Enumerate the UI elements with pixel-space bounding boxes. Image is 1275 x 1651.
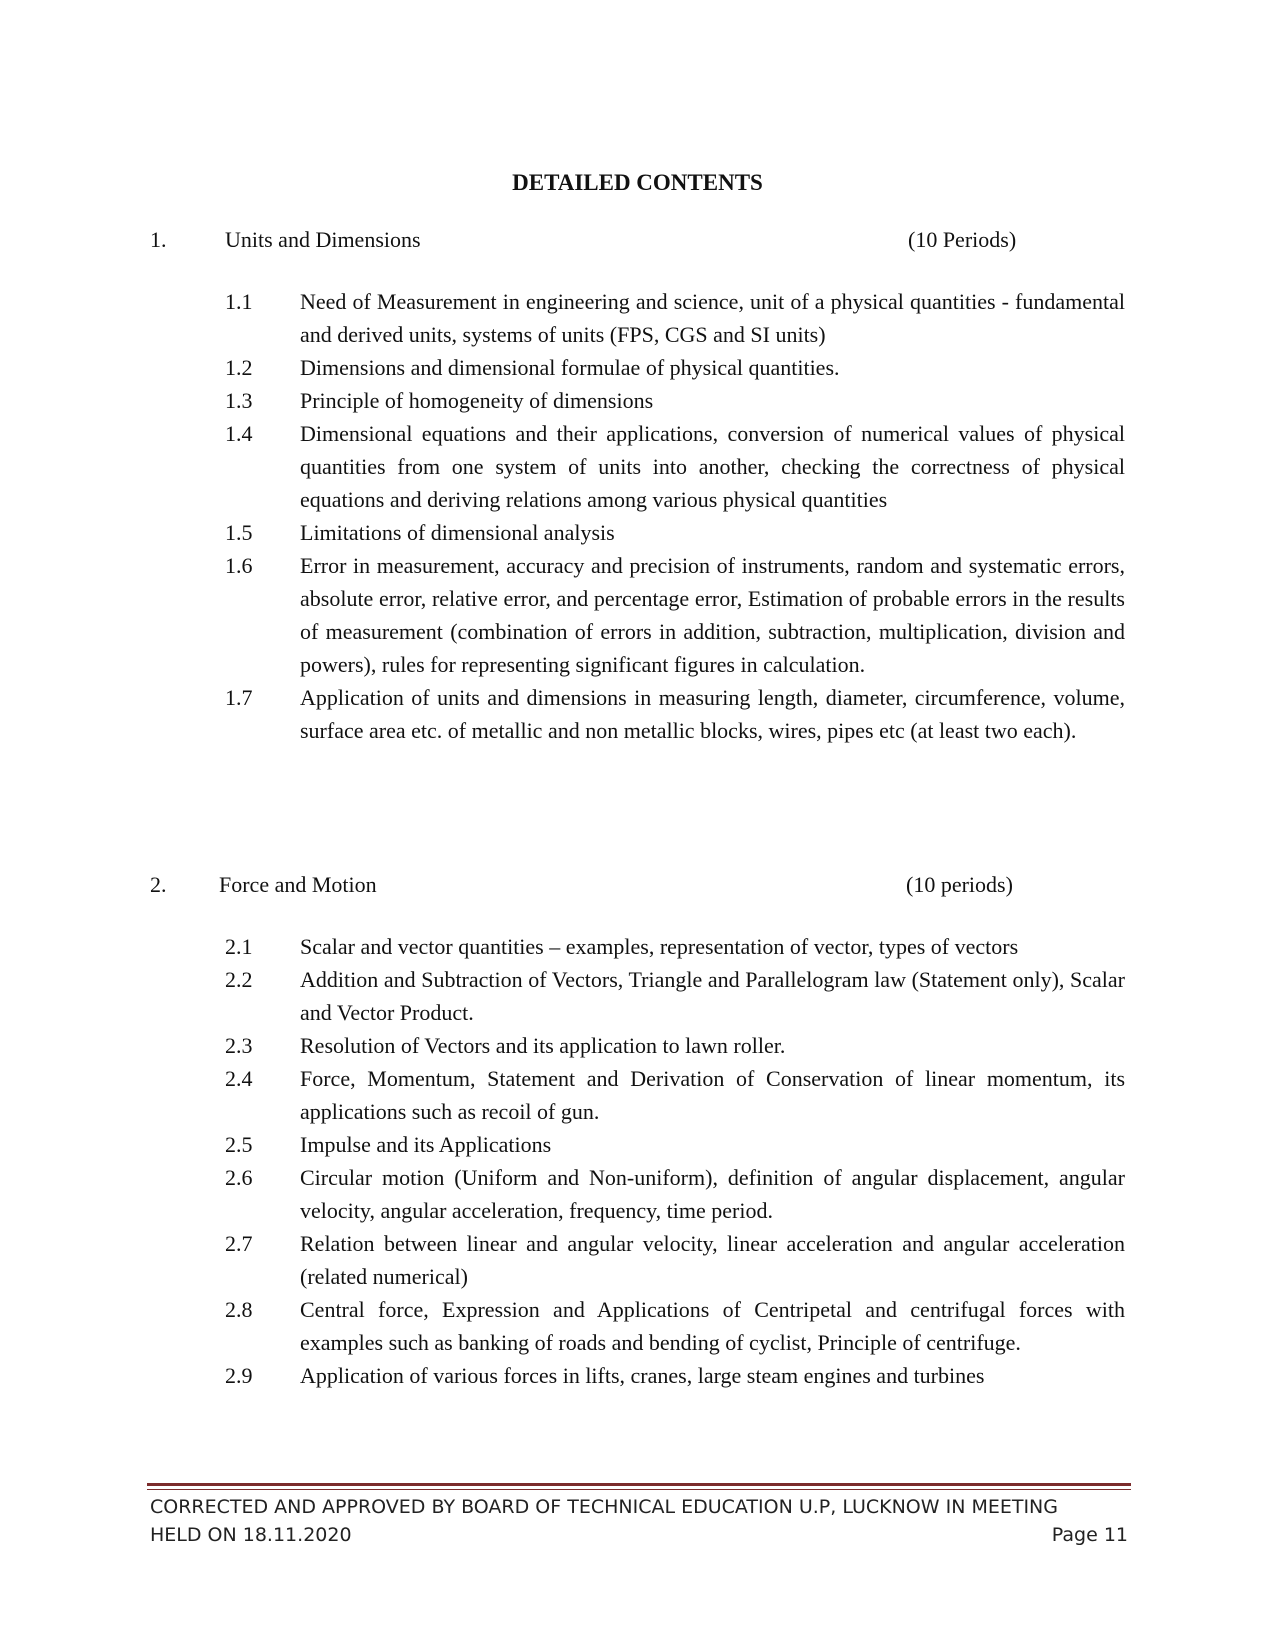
item-number: 1.5 (225, 520, 253, 545)
list-item (0, 285, 1275, 351)
item-number: 2.1 (225, 934, 253, 959)
list-item (0, 1161, 1275, 1227)
footer-divider (147, 1483, 1131, 1486)
item-text: Need of Measurement in engineering and science, unit of a physical quantities - fundamental and derived units, systems of units (FPS, CGS and SI units) (300, 289, 1125, 347)
item-number: 1.3 (225, 388, 253, 413)
section-heading (0, 871, 1275, 899)
item-text: Impulse and its Applications (300, 1132, 552, 1157)
item-text: Relation between linear and angular velocity, linear acceleration and angular acceleration (related numerical) (300, 1231, 1125, 1289)
page-number: Page 11 (1051, 1524, 1128, 1546)
list-item (0, 963, 1275, 1029)
list-item (0, 681, 1275, 747)
item-number: 2.5 (225, 1132, 253, 1157)
section-periods: (10 periods) (906, 872, 1013, 897)
section-heading (0, 226, 1275, 254)
item-number: 2.9 (225, 1363, 253, 1388)
item-number: 2.8 (225, 1297, 253, 1322)
list-item (0, 1128, 1275, 1161)
item-text: Application of various forces in lifts, cranes, large steam engines and turbines (300, 1363, 985, 1388)
list-item (0, 384, 1275, 417)
section-periods: (10 Periods) (908, 227, 1017, 252)
list-item (0, 1029, 1275, 1062)
list-item (0, 1062, 1275, 1128)
list-item (0, 516, 1275, 549)
item-number: 2.2 (225, 967, 253, 992)
list-item (0, 351, 1275, 384)
item-text: Limitations of dimensional analysis (300, 520, 615, 545)
item-text: Dimensional equations and their applications, conversion of numerical values of physical quantities from one system of units into another, checking the correctness of physical equations and deriving relations among various physical quantities (300, 421, 1125, 512)
item-number: 2.4 (225, 1066, 253, 1091)
item-number: 2.6 (225, 1165, 253, 1190)
footer-meeting-date: HELD ON 18.11.2020 (150, 1524, 352, 1546)
section-title: Units and Dimensions (225, 227, 421, 252)
footer-divider-thin (147, 1489, 1131, 1490)
item-number: 1.1 (225, 289, 253, 314)
item-text: Resolution of Vectors and its application to lawn roller. (300, 1033, 786, 1058)
list-item (0, 930, 1275, 963)
item-text: Circular motion (Uniform and Non-uniform), definition of angular displacement, angular velocity, angular acceleration, frequency, time period. (300, 1165, 1125, 1223)
section-number: 2. (150, 872, 167, 897)
item-number: 2.3 (225, 1033, 253, 1058)
item-number: 1.2 (225, 355, 253, 380)
footer-second-line (150, 1521, 1128, 1549)
page-title: DETAILED CONTENTS (512, 170, 763, 195)
section-items (0, 285, 1275, 747)
item-text: Force, Momentum, Statement and Derivation of Conservation of linear momentum, its applications such as recoil of gun. (300, 1066, 1125, 1124)
list-item (0, 1293, 1275, 1359)
list-item (0, 549, 1275, 681)
item-text: Dimensions and dimensional formulae of physical quantities. (300, 355, 840, 380)
footer-approval-line: CORRECTED AND APPROVED BY BOARD OF TECHNICAL EDUCATION U.P, LUCKNOW IN MEETING (150, 1496, 1058, 1518)
item-number: 1.6 (225, 553, 253, 578)
section-items (0, 930, 1275, 1392)
item-text: Central force, Expression and Applications of Centripetal and centrifugal forces with examples such as banking of roads and bending of cyclist, Principle of centrifuge. (300, 1297, 1125, 1355)
item-text: Principle of homogeneity of dimensions (300, 388, 654, 413)
item-number: 1.4 (225, 421, 253, 446)
section-title: Force and Motion (219, 872, 377, 897)
section-number: 1. (150, 227, 167, 252)
list-item (0, 417, 1275, 516)
item-text: Error in measurement, accuracy and precision of instruments, random and systematic errors, absolute error, relative error, and percentage error, Estimation of probable errors in the results of measurement (combination of errors in addition, subtraction, multiplication, division and powers), rules for representing significant figures in calculation. (300, 553, 1125, 677)
list-item (0, 1359, 1275, 1392)
list-item (0, 1227, 1275, 1293)
item-number: 1.7 (225, 685, 253, 710)
item-text: Scalar and vector quantities – examples, representation of vector, types of vectors (300, 934, 1019, 959)
item-text: Application of units and dimensions in measuring length, diameter, circumference, volume, surface area etc. of metallic and non metallic blocks, wires, pipes etc (at least two each). (300, 685, 1125, 743)
item-number: 2.7 (225, 1231, 253, 1256)
page-footer (150, 1493, 1128, 1549)
item-text: Addition and Subtraction of Vectors, Triangle and Parallelogram law (Statement only), Scalar and Vector Product. (300, 967, 1125, 1025)
